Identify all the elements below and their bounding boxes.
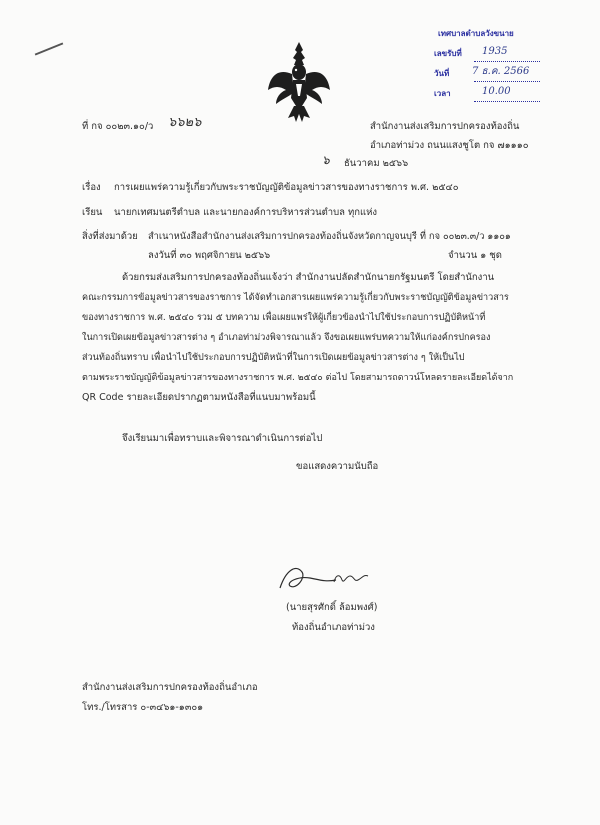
body-line: ของทางราชการ พ.ศ. ๒๕๔๐ รวม ๕ บทความ เพื่อเผยแพร่ให้ผู้เกี่ยวข้องนำไปใช้ประกอบการปฏิบัติหน้าที่ [82,313,486,323]
reference-number: ที่ กจ ๐๐๒๓.๑๐/ว [82,121,154,132]
stamp-date-value: 7 ธ.ค. 2566 [472,66,530,77]
attachment-quantity: จำนวน ๑ ชุด [448,250,502,261]
stamp-date-label: วันที่ [434,69,450,78]
stamp-org: เทศบาลตำบลวังขนาย [438,29,514,38]
body-line: คณะกรรมการข้อมูลข่าวสารของราชการ ได้จัดทำเอกสารเผยแพร่ความรู้เกี่ยวกับพระราชบัญญัติข้อมูลข่าวสาร [82,293,509,303]
body-paragraph [82,268,514,408]
stamp-receive-label: เลขรับที่ [434,49,462,58]
to-text: นายกเทศมนตรีตำบล และนายกองค์การบริหารส่วนตำบล ทุกแห่ง [114,207,378,218]
stamp-time-value: 10.00 [482,86,511,97]
pen-mark [35,42,64,55]
body-line: ส่วนท้องถิ่นทราบ เพื่อนำไปใช้ประกอบการปฏิบัติหน้าที่ในการเปิดเผยข้อมูลข่าวสารต่าง ๆ ให้เป็นไป [82,353,465,363]
salutation: ขอแสดงความนับถือ [296,461,379,472]
body-line: QR Code รายละเอียดปรากฏตามหนังสือที่แนบมาพร้อมนี้ [82,392,316,403]
date-handwritten-day: ๖ [322,153,330,167]
office-name: สำนักงานส่งเสริมการปกครองท้องถิ่น [370,121,520,132]
office-address: อำเภอท่าม่วง ถนนแสงชูโต กจ ๗๑๑๑๐ [370,140,529,151]
date-text: ธันวาคม ๒๕๖๖ [344,158,409,169]
to-label: เรียน [82,207,103,218]
reference-handwritten: ๖๖๒๖ [168,115,202,130]
receive-stamp [434,27,544,106]
body-line: ในการเปิดเผยข้อมูลข่าวสารต่าง ๆ อำเภอท่าม่วงพิจารณาแล้ว จึงขอเผยแพร่บทความให้แก่องค์กรปกครอง [82,333,491,343]
subject-text: การเผยแพร่ความรู้เกี่ยวกับพระราชบัญญัติข้อมูลข่าวสารของทางราชการ พ.ศ. ๒๕๔๐ [114,182,459,193]
attachment-line1: สำเนาหนังสือสำนักงานส่งเสริมการปกครองท้องถิ่นจังหวัดกาญจนบุรี ที่ กจ ๐๐๒๓.๓/ว ๑๑๐๑ [148,231,511,242]
handwritten-signature [276,560,376,596]
attachment-label: สิ่งที่ส่งมาด้วย [82,231,138,242]
signer-position: ท้องถิ่นอำเภอท่าม่วง [292,622,375,633]
body-line: ตามพระราชบัญญัติข้อมูลข่าวสารของทางราชการ พ.ศ. ๒๕๔๐ ต่อไป โดยสามารถดาวน์โหลดรายละเอียดได้จาก [82,373,514,383]
body-line: ด้วยกรมส่งเสริมการปกครองท้องถิ่นแจ้งว่า สำนักงานปลัดสำนักนายกรัฐมนตรี โดยสำนักงาน [122,272,495,283]
footer-phone: โทร./โทรสาร ๐-๓๔๖๑-๑๓๐๑ [82,702,204,713]
closing-request: จึงเรียนมาเพื่อทราบและพิจารณาดำเนินการต่อไป [122,433,323,444]
attachment-line2: ลงวันที่ ๓๐ พฤศจิกายน ๒๕๖๖ [148,250,271,261]
signer-name: (นายสุรศักดิ์ ล้อมพงศ์) [286,602,378,613]
garuda-emblem [266,40,332,126]
stamp-receive-no: 1935 [482,46,508,57]
subject-label: เรื่อง [82,182,101,193]
stamp-time-label: เวลา [434,89,451,98]
footer-office: สำนักงานส่งเสริมการปกครองท้องถิ่นอำเภอ [82,682,258,693]
